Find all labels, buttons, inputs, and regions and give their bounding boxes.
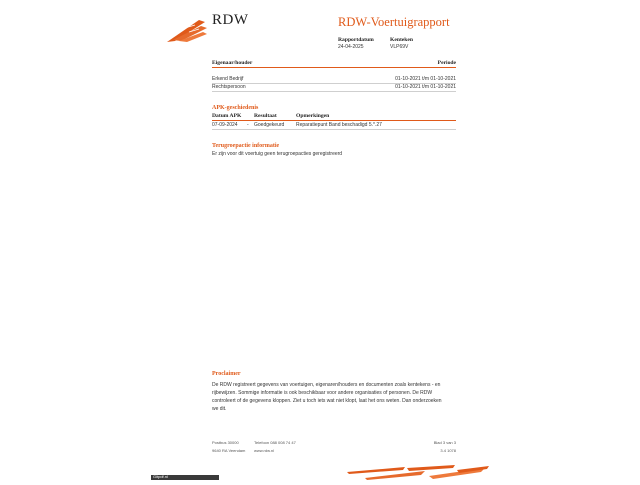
owner-row-divider — [212, 91, 456, 92]
apk-row-divider — [212, 129, 456, 130]
plate-label: Kenteken — [390, 37, 413, 43]
disclaimer-line: controleert of de gegevens kloppen. Ziet u toch iets wat niet klopt, laat het ons weten. Dan onderzoeken — [212, 398, 442, 404]
apk-row-remarks: Reparatiepunt Band beschadigd 5.*.27 — [296, 122, 382, 128]
disclaimer-title: Proclaimer — [212, 371, 241, 377]
period-col-header: Periode — [437, 60, 456, 66]
disclaimer-line: we dit. — [212, 406, 227, 412]
disclaimer-line: De RDW registreert gegevens van voertuigen, eigenaren/houders en documenten zoals kentekens - en — [212, 382, 441, 388]
watermark-stamp-text: Gitpdf.nl — [153, 474, 168, 479]
watermark-stamp — [151, 475, 219, 480]
apk-header-rule — [212, 120, 456, 121]
report-title: RDW-Voertuigrapport — [338, 15, 450, 29]
footer-page: Blad 3 van 3 — [433, 440, 456, 445]
report-date-label: Rapportdatum — [338, 37, 374, 43]
apk-section-title: APK-geschiedenis — [212, 105, 259, 111]
owner-row-period: 01-10-2021 t/m 01-10-2021 — [395, 76, 456, 82]
report-date-value: 24-04-2025 — [338, 44, 364, 50]
brand-name: RDW — [212, 12, 249, 28]
footer-web: www.rdw.nl — [254, 448, 275, 453]
owners-header-rule — [212, 67, 456, 68]
recall-section-title: Terugroepactie informatie — [212, 143, 280, 149]
owner-row-period: 01-10-2021 t/m 01-10-2021 — [395, 84, 456, 90]
apk-row-result: Goedgekeurd — [254, 122, 285, 128]
footer-swoosh-decoration — [345, 464, 490, 480]
rdw-logo-icon — [165, 16, 209, 44]
footer-postbus: Postbus 30000 — [212, 440, 239, 445]
owner-col-header: Eigenaar/houder — [212, 60, 253, 66]
plate-value: VLP69V — [390, 44, 409, 50]
footer-city: 9640 RA Veendam — [212, 448, 246, 453]
apk-remarks-header: Opmerkingen — [296, 113, 330, 119]
apk-row-date: 07-09-2024 — [212, 122, 238, 128]
swoosh-icon — [345, 464, 490, 480]
rdw-logo — [165, 16, 209, 44]
apk-date-header: Datum APK — [212, 113, 242, 119]
footer-code: 3.4 1078 — [440, 448, 456, 453]
apk-row-dash: - — [247, 122, 249, 128]
recall-text: Er zijn voor dit voertuig geen terugroepacties geregistreerd — [212, 151, 343, 157]
owner-row-name: Rechtspersoon — [212, 84, 246, 90]
apk-result-header: Resultaat — [254, 113, 277, 119]
owner-row-name: Erkend Bedrijf — [212, 76, 244, 82]
disclaimer-line: rijbewijzen. Sommige informatie is ook beschikbaar voor andere organisaties of personen. De RDW — [212, 390, 433, 396]
footer-phone: Telefoon 088 008 74 47 — [254, 440, 296, 445]
